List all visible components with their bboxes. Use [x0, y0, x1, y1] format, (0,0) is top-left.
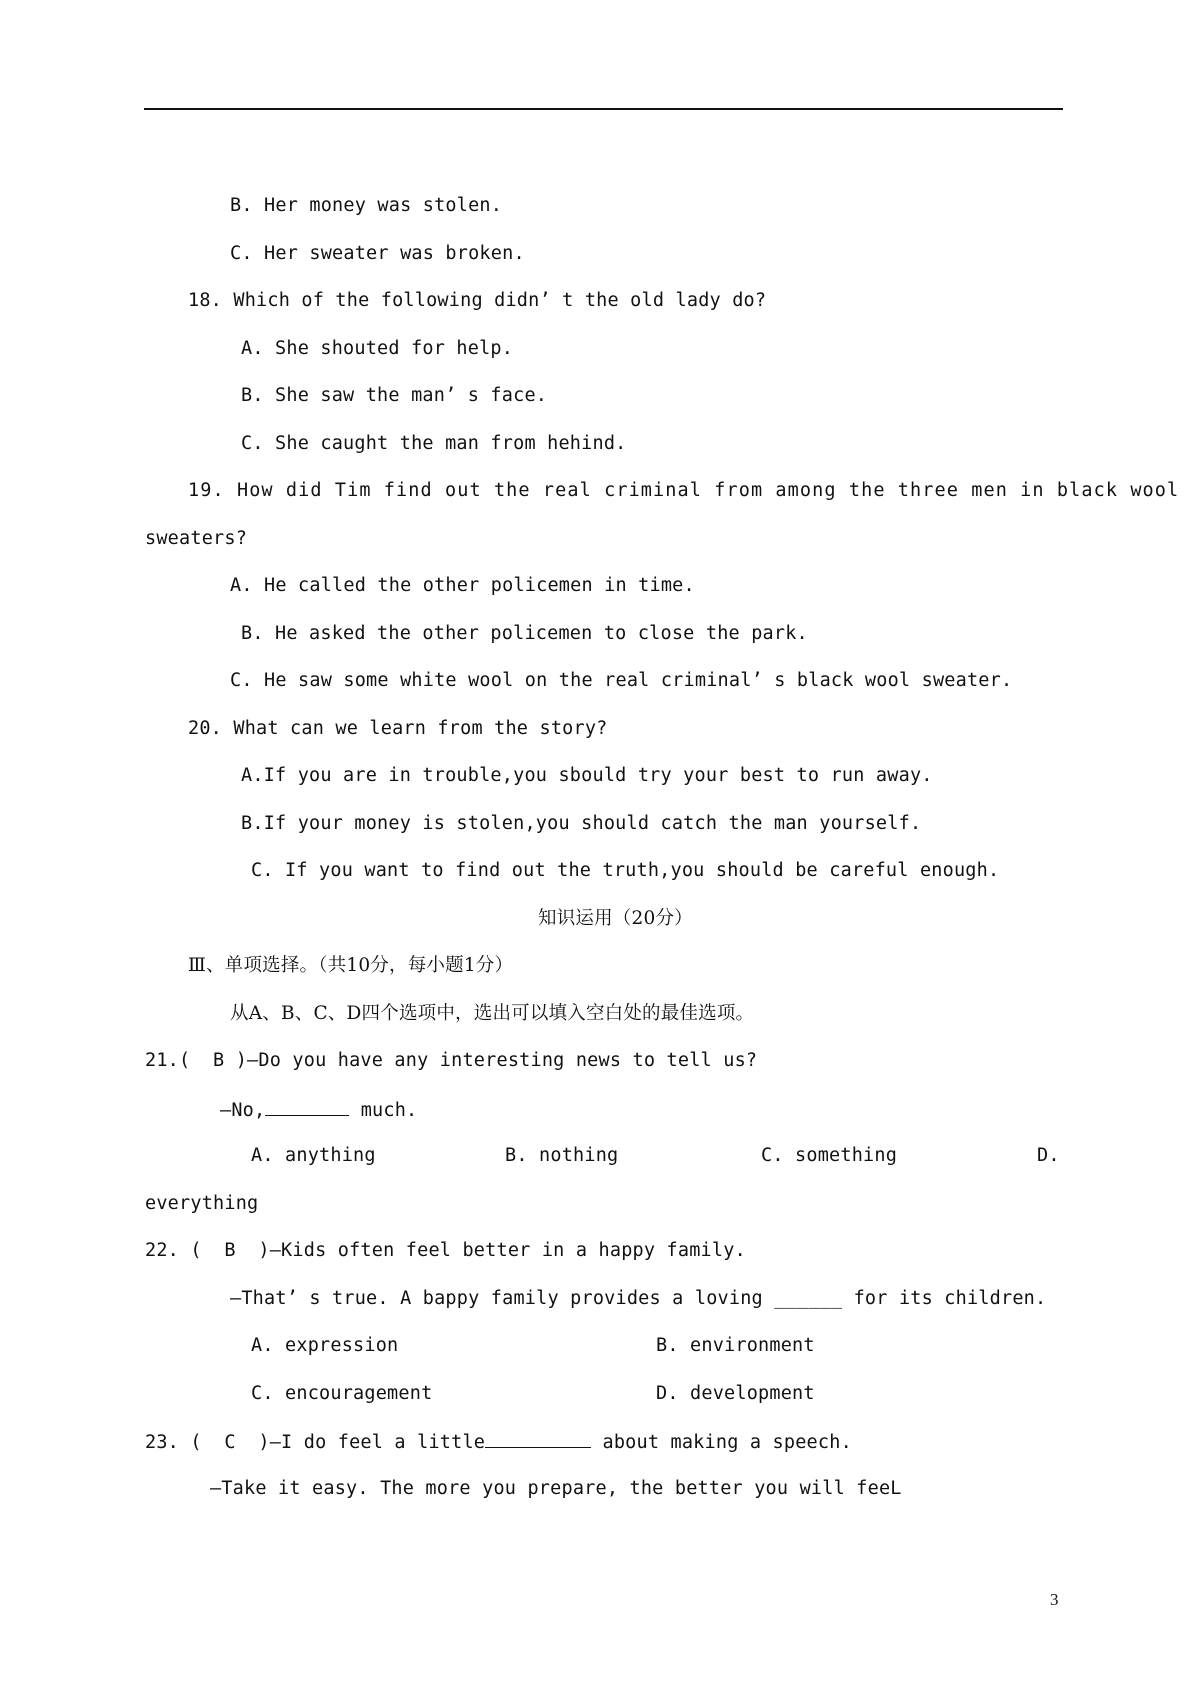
- q22-option-d: D. development: [656, 1383, 815, 1404]
- section-instruction: 从A、B、C、D四个选项中，选出可以填入空白处的最佳选项。: [230, 1003, 755, 1024]
- q20-stem: 20. What can we learn from the story?: [188, 718, 608, 739]
- q19-option-c: C. He saw some white wool on the real criminal’ s black wool sweater.: [230, 670, 1013, 691]
- q20-option-c: C. If you want to find out the truth,you should be careful enough.: [251, 860, 1000, 881]
- q21-reply-post: much.: [349, 1100, 418, 1121]
- q22-reply: —That’ s true. A bappy family provides a loving ______ for its children.: [230, 1288, 1047, 1309]
- q20-option-a: A.If you are in trouble,you sbould try your best to run away.: [241, 765, 933, 786]
- q23-reply: —Take it easy. The more you prepare, the better you will feeL: [210, 1478, 902, 1499]
- q19-stem-line1: 19. How did Tim find out the real criminal from among the three men in black wool: [188, 480, 1180, 501]
- q23-stem-pre: 23. ( C )—I do feel a little: [145, 1432, 486, 1453]
- q18-option-c: C. She caught the man from hehind.: [241, 433, 627, 454]
- q19-stem-line2: sweaters?: [145, 528, 248, 549]
- q18-stem: 18. Which of the following didn’ t the old lady do?: [188, 290, 767, 311]
- q21-stem: 21.( B )—Do you have any interesting news to tell us?: [145, 1050, 758, 1071]
- q21-option-c: C. something: [761, 1145, 898, 1166]
- section-part-heading: Ⅲ、单项选择。（共10分，每小题1分）: [188, 955, 514, 976]
- q21-option-b: B. nothing: [505, 1145, 619, 1166]
- q21-option-a: A. anything: [251, 1145, 376, 1166]
- q21-reply: [220, 1097, 417, 1123]
- q21-reply-pre: —No,: [220, 1100, 266, 1121]
- q22-stem: 22. ( B )—Kids often feel better in a happy family.: [145, 1240, 746, 1261]
- q22-option-b: B. environment: [656, 1335, 815, 1356]
- q21-option-d: D.: [1037, 1145, 1060, 1166]
- q17-option-c: C. Her sweater was broken.: [230, 243, 525, 264]
- q18-option-b: B. She saw the man’ s face.: [241, 385, 548, 406]
- header-rule: [144, 108, 1063, 110]
- q22-option-a: A. expression: [251, 1335, 399, 1356]
- q19-option-a: A. He called the other policemen in time.: [230, 575, 695, 596]
- q21-option-d-cont: everything: [145, 1193, 259, 1214]
- q19-option-b: B. He asked the other policemen to close the park.: [241, 623, 808, 644]
- q23-stem-post: about making a speech.: [591, 1432, 852, 1453]
- q23-stem: [145, 1429, 852, 1455]
- page-number: 3: [1050, 1590, 1059, 1609]
- q18-option-a: A. She shouted for help.: [241, 338, 514, 359]
- q23-blank: [485, 1429, 591, 1448]
- q20-option-b: B.If your money is stolen,you should catch the man yourself.: [241, 813, 922, 834]
- q22-option-c: C. encouragement: [251, 1383, 433, 1404]
- q21-blank: [265, 1097, 349, 1116]
- q17-option-b: B. Her money was stolen.: [230, 195, 503, 216]
- section-title: 知识运用（20分）: [538, 908, 693, 929]
